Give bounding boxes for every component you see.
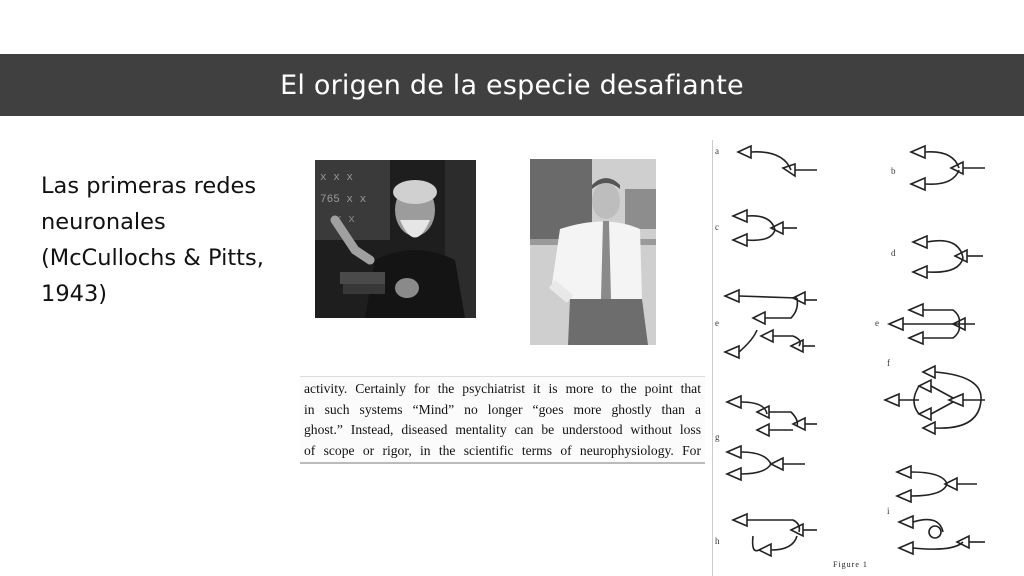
figure-caption: Figure 1 xyxy=(833,560,868,569)
excerpt-line: of scope or rigor, in the scientific terms of neurophysiology. For xyxy=(304,442,701,458)
photo-mcculloch-illustration xyxy=(315,160,476,318)
figure-panel-label: e xyxy=(875,318,879,328)
paper-excerpt xyxy=(300,376,705,464)
figure-panel-label: a xyxy=(715,146,719,156)
photo-pitts-illustration xyxy=(530,159,656,345)
figure-panel-label: f xyxy=(887,358,890,368)
excerpt-line: ghost.” Instead, diseased mentality can be understood without loss xyxy=(304,422,701,437)
slide-title: El origen de la especie desafiante xyxy=(280,69,744,101)
photo-pitts xyxy=(530,159,656,345)
figure-panel-label: g xyxy=(715,432,720,442)
svg-text:x x x: x x x xyxy=(320,172,354,184)
photo-mcculloch xyxy=(315,160,476,318)
excerpt-line: in such systems “Mind” no longer “goes more ghostly than a xyxy=(304,401,701,417)
neuron-diagram-drawing xyxy=(713,140,991,576)
figure-panel-label: h xyxy=(715,536,720,546)
neuron-network-figure xyxy=(712,140,991,576)
svg-text:765 x x: 765 x x xyxy=(320,194,367,206)
figure-panel-label: d xyxy=(891,248,896,258)
figure-panel-label: b xyxy=(891,166,896,176)
figure-panel-label: i xyxy=(887,506,890,516)
svg-text:x x: x x xyxy=(335,214,355,226)
figure-panel-label: e xyxy=(715,318,719,328)
title-bar xyxy=(0,54,1024,116)
excerpt-line: activity. Certainly for the psychiatrist it is more to the point that xyxy=(304,381,701,396)
slide-body-text: Las primeras redes neuronales (McCullochs & Pitts, 1943) xyxy=(41,173,264,307)
figure-panel-label: c xyxy=(715,222,719,232)
